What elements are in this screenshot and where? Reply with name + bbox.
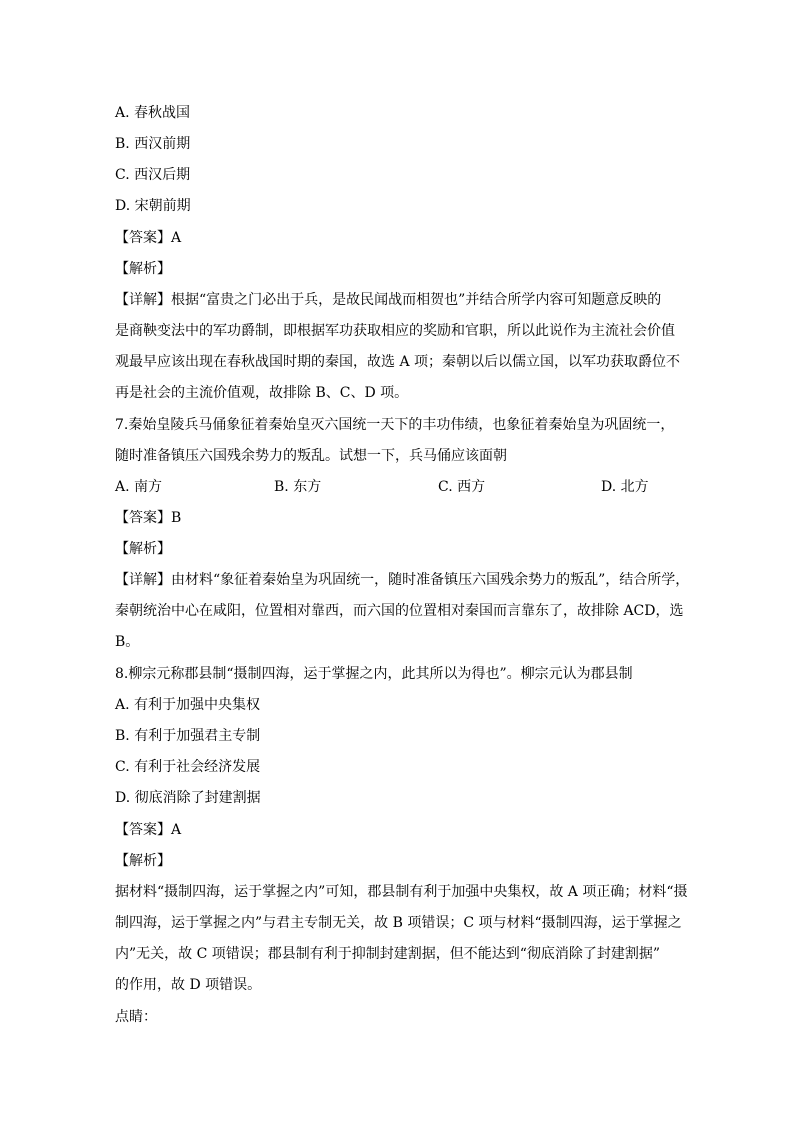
q6-detail-line: 观最早应该出现在春秋战国时期的秦国，故选 A 项；秦朝以后以儒立国，以军功获取爵位不	[115, 354, 681, 370]
q7-option-a: A. 南方	[115, 479, 163, 495]
q6-answer: 【答案】A	[115, 230, 182, 246]
q7-stem-line: 7.秦始皇陵兵马俑象征着秦始皇灭六国统一天下的丰功伟绩，也象征着秦始皇为巩固统一，	[115, 417, 675, 433]
q8-detail-line: 内”无关，故 C 项错误；郡县制有利于抑制封建割据，但不能达到“彻底消除了封建割据”	[115, 946, 661, 962]
q6-option-a: A. 春秋战国	[115, 105, 191, 121]
q6-option-b: B. 西汉前期	[115, 136, 191, 152]
q7-detail-line: B。	[115, 634, 140, 650]
q7-answer: 【答案】B	[115, 510, 182, 526]
q8-analysis-heading: 【解析】	[115, 853, 171, 869]
q6-detail-line: 是商鞅变法中的军功爵制，即根据军功获取相应的奖励和官职，所以此说作为主流社会价值	[115, 323, 675, 339]
q8-note-label: 点睛：	[115, 1009, 157, 1025]
q8-stem: 8.柳宗元称郡县制“摄制四海，运于掌握之内，此其所以为得也”。柳宗元认为郡县制	[115, 666, 633, 682]
q6-option-c: C. 西汉后期	[115, 167, 191, 183]
q7-stem-line: 随时准备镇压六国残余势力的叛乱。试想一下，兵马俑应该面朝	[115, 448, 507, 464]
q8-option-d: D. 彻底消除了封建割据	[115, 790, 261, 806]
q8-detail-line: 的作用，故 D 项错误。	[115, 977, 262, 993]
q8-option-c: C. 有利于社会经济发展	[115, 759, 261, 775]
q6-option-d: D. 宋朝前期	[115, 198, 191, 214]
q8-option-b: B. 有利于加强君主专制	[115, 728, 261, 744]
q7-detail-line: 秦朝统治中心在咸阳，位置相对靠西，而六国的位置相对秦国而言靠东了，故排除 ACD，选	[115, 603, 684, 619]
q8-option-a: A. 有利于加强中央集权	[115, 697, 261, 713]
q7-detail-line: 【详解】由材料“象征着秦始皇为巩固统一，随时准备镇压六国残余势力的叛乱”，结合所学，	[115, 572, 690, 588]
q8-detail-line: 据材料“摄制四海，运于掌握之内”可知，郡县制有利于加强中央集权，故 A 项正确；材料“摄	[115, 884, 688, 900]
q7-option-b: B. 东方	[274, 479, 322, 495]
q6-analysis-heading: 【解析】	[115, 261, 171, 277]
q7-option-c: C. 西方	[438, 479, 486, 495]
q6-detail-line: 【详解】根据“富贵之门必出于兵，是故民闻战而相贺也”并结合所学内容可知题意反映的	[115, 292, 662, 308]
q8-detail-line: 制四海，运于掌握之内”与君主专制无关，故 B 项错误；C 项与材料“摄制四海，运于掌握之	[115, 915, 682, 931]
q7-analysis-heading: 【解析】	[115, 541, 171, 557]
q8-answer: 【答案】A	[115, 822, 182, 838]
q7-option-d: D. 北方	[601, 479, 649, 495]
q6-detail-line: 再是社会的主流价值观，故排除 B、C、D 项。	[115, 385, 409, 401]
